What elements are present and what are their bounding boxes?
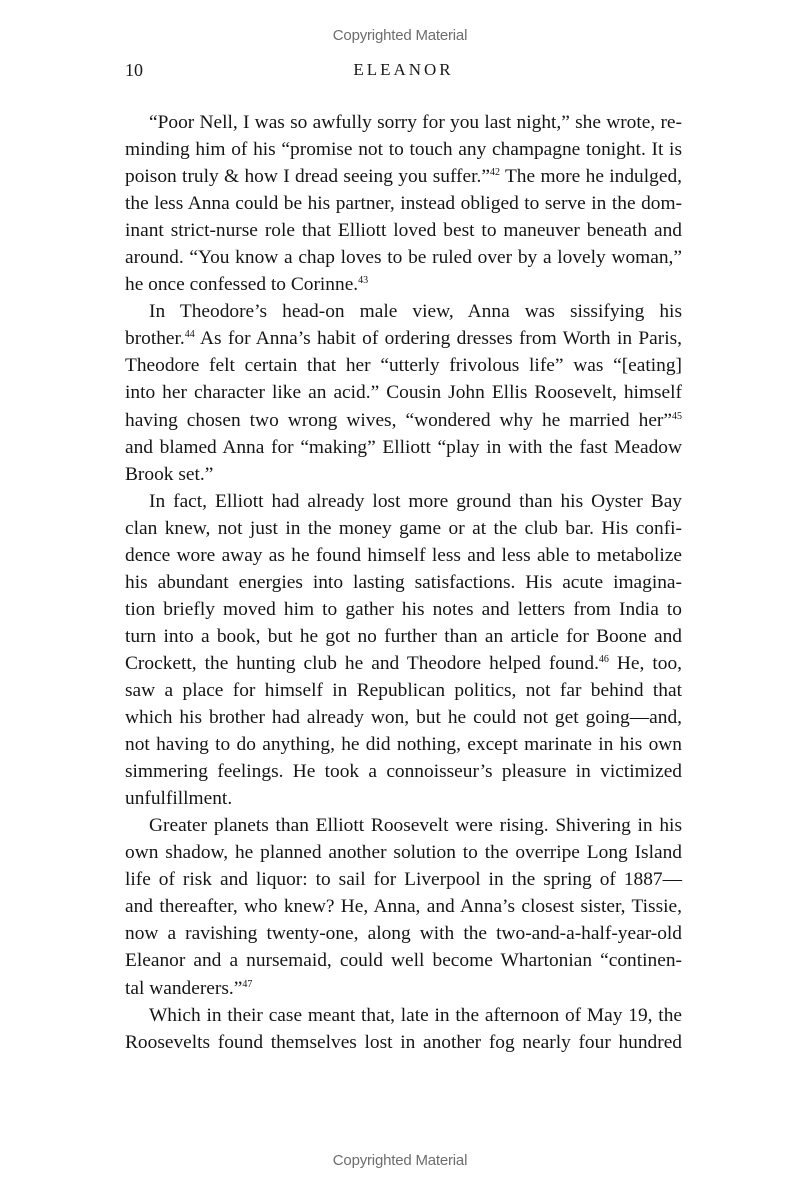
text-line: Greater planets than Elliott Roosevelt were rising. Shivering in his [149, 815, 682, 837]
text-line: own shadow, he planned another solution to the overripe Long Island [125, 842, 682, 864]
text-line: around. “You know a chap loves to be ruled over by a lovely woman,” [125, 247, 682, 269]
text-line: Brook set.” [125, 463, 214, 485]
text-line: tal wanderers.”$^{47}$ [125, 977, 253, 999]
text-line: tion briefly moved him to gather his notes and letters from India to [125, 598, 682, 620]
text-line: Crockett, the hunting club he and Theodore helped found.$^{46}$ He, too, [125, 652, 682, 674]
text-line: Eleanor and a nursemaid, could well become Whartonian “continen- [125, 950, 682, 972]
footnote-ref: 42 [489, 167, 500, 179]
text-line: his abundant energies into lasting satisfactions. His acute imagina- [125, 571, 682, 593]
text-line: saw a place for himself in Republican politics, not far behind that [125, 679, 682, 701]
watermark-bottom: Copyrighted Material [332, 1152, 468, 1169]
footnote-ref: 44 [184, 329, 195, 341]
text-line: clan knew, not just in the money game or at the club bar. His confi- [125, 517, 682, 539]
text-line: having chosen two wrong wives, “wondered why he married her”$^{45}$ [125, 409, 682, 431]
footnote-ref: 46 [598, 653, 609, 665]
text-line: the less Anna could be his partner, instead obliged to serve in the dom- [125, 193, 682, 215]
footnote-ref: 47 [242, 978, 253, 990]
paragraph [125, 488, 682, 813]
paragraph [125, 298, 682, 487]
paragraph [125, 109, 682, 298]
text-line: dence wore away as he found himself less and less able to metabolize [125, 544, 682, 566]
text-line: minding him of his “promise not to touch any champagne tonight. It is [125, 139, 682, 161]
footnote-ref: 45 [672, 410, 682, 422]
text-line: which his brother had already won, but he could not get going—and, [125, 707, 682, 729]
text-line: life of risk and liquor: to sail for Liverpool in the spring of 1887— [125, 869, 682, 891]
footnote-ref: 43 [358, 275, 369, 287]
text-line: now a ravishing twenty-one, along with the two-and-a-half-year-old [125, 923, 682, 945]
paragraph [125, 812, 682, 1001]
body-text [125, 109, 682, 1056]
running-header [125, 60, 682, 84]
text-line: unfulfillment. [125, 788, 233, 810]
text-line: “Poor Nell, I was so awfully sorry for you last night,” she wrote, re- [149, 112, 682, 133]
text-line: brother.$^{44}$ As for Anna’s habit of ordering dresses from Worth in Paris, [125, 328, 682, 350]
text-line: not having to do anything, he did nothing, except marinate in his own [125, 734, 682, 756]
text-line: simmering feelings. He took a connoisseur’s pleasure in victimized [125, 761, 682, 783]
text-line: turn into a book, but he got no further than an article for Boone and [125, 625, 682, 647]
text-line: In fact, Elliott had already lost more ground than his Oyster Bay [149, 490, 682, 512]
text-line: and blamed Anna for “making” Elliott “play in with the fast Meadow [125, 436, 682, 458]
text-line: into her character like an acid.” Cousin John Ellis Roosevelt, himself [125, 382, 682, 404]
paragraph [125, 1002, 682, 1056]
text-line: Which in their case meant that, late in the afternoon of May 19, the [149, 1004, 682, 1026]
page-number: 10 [125, 60, 143, 80]
text-line: poison truly & how I dread seeing you suffer.”$^{42}$ The more he indulged, [125, 166, 682, 188]
running-title: ELEANOR [353, 60, 454, 79]
text-line: inant strict-nurse role that Elliott loved best to maneuver beneath and [125, 220, 682, 242]
text-line: and thereafter, who knew? He, Anna, and Anna’s closest sister, Tissie, [125, 896, 682, 918]
text-line: Roosevelts found themselves lost in another fog nearly four hundred [125, 1031, 682, 1053]
text-line: he once confessed to Corinne.$^{43}$ [125, 274, 369, 296]
text-line: Theodore felt certain that her “utterly frivolous life” was “[eating] [125, 355, 682, 377]
text-line: In Theodore’s head-on male view, Anna was sissifying his [149, 301, 682, 323]
watermark-top: Copyrighted Material [332, 27, 468, 44]
